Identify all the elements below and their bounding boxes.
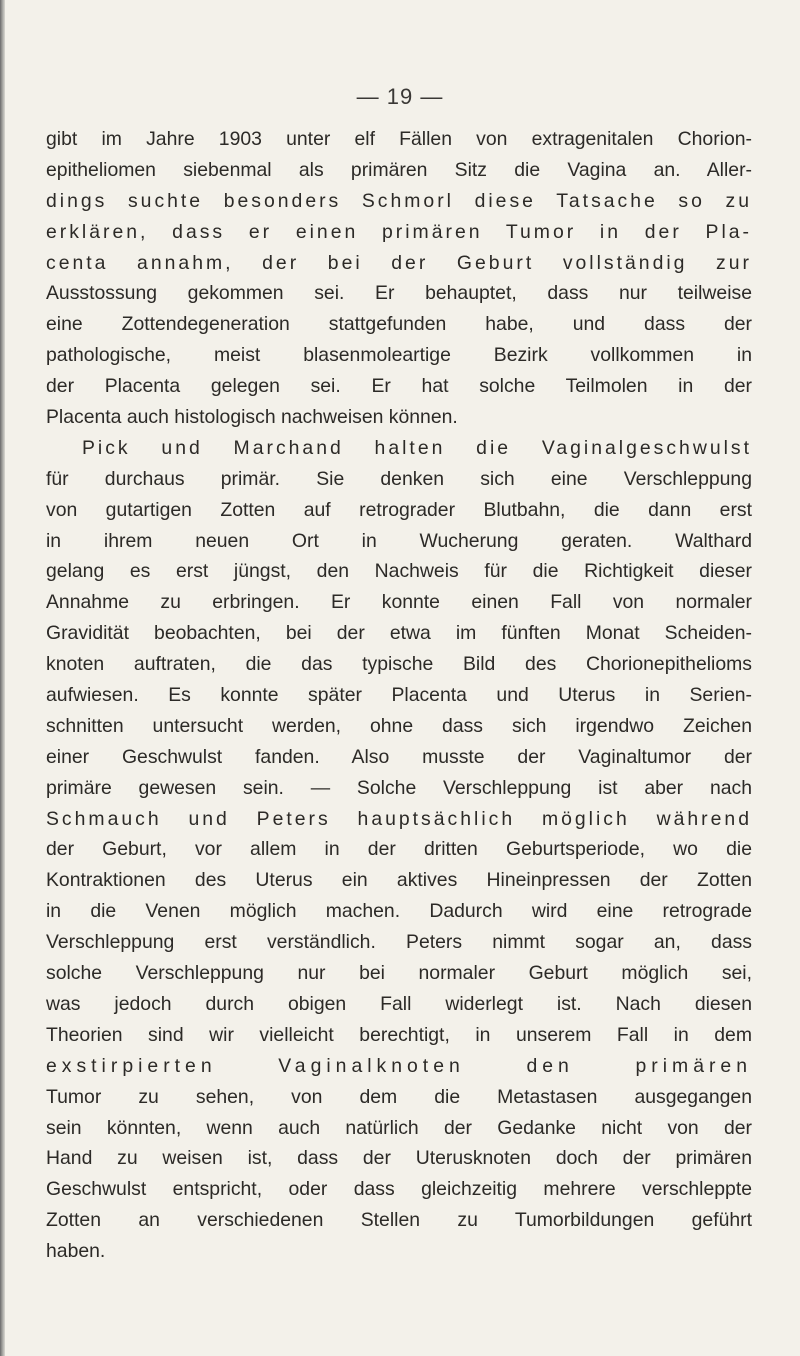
text-line-9: der Placenta gelegen sei. Er hat solche Teilmolen in der (46, 375, 752, 398)
text-line-2: epitheliomen siebenmal als primären Sitz die Vagina an. Aller- (46, 158, 752, 181)
text-line-21: einer Geschwulst fanden. Also musste der Vaginaltumor der (46, 745, 752, 768)
text-line-26: in die Venen möglich machen. Dadurch wird eine retrograde (46, 900, 752, 923)
page-number: — 19 — (356, 84, 444, 109)
text-line-34: Hand zu weisen ist, dass der Uterusknoten doch der primären (46, 1147, 752, 1170)
text-line-27: Verschleppung erst verständlich. Peters nimmt sogar an, dass (46, 931, 752, 954)
text-line-6: Ausstossung gekommen sei. Er behauptet, dass nur teilweise (46, 282, 752, 305)
text-line-11: Pick und Marchand halten die Vaginalgeschwulst (82, 436, 752, 459)
text-line-33: sein könnten, wenn auch natürlich der Gedanke nicht von der (46, 1116, 752, 1139)
text-line-12: für durchaus primär. Sie denken sich eine Verschleppung (46, 467, 752, 490)
text-line-5: centa annahm, der bei der Geburt vollständig zur (46, 251, 752, 274)
text-line-37: haben. (46, 1240, 106, 1263)
body-text (46, 124, 752, 1267)
text-line-1: gibt im Jahre 1903 unter elf Fällen von extragenitalen Chorion- (46, 128, 752, 150)
text-line-31: exstirpierten Vaginalknoten den primären (46, 1054, 752, 1077)
text-line-17: Gravidität beobachten, bei der etwa im fünften Monat Scheiden- (46, 622, 752, 645)
text-line-7: eine Zottendegeneration stattgefunden habe, und dass der (46, 313, 752, 336)
text-line-25: Kontraktionen des Uterus ein aktives Hineinpressen der Zotten (46, 869, 752, 892)
text-line-14: in ihrem neuen Ort in Wucherung geraten. Walthard (46, 529, 752, 552)
text-line-22: primäre gewesen sein. — Solche Verschleppung ist aber nach (46, 776, 752, 799)
text-line-24: der Geburt, vor allem in der dritten Geburtsperiode, wo die (46, 838, 752, 861)
text-line-10: Placenta auch histologisch nachweisen können. (46, 406, 458, 429)
text-line-36: Zotten an verschiedenen Stellen zu Tumorbildungen geführt (46, 1209, 752, 1232)
text-line-19: aufwiesen. Es konnte später Placenta und Uterus in Serien- (46, 684, 752, 707)
text-line-15: gelang es erst jüngst, den Nachweis für die Richtigkeit dieser (46, 560, 752, 583)
text-line-35: Geschwulst entspricht, oder dass gleichzeitig mehrere verschleppte (46, 1178, 752, 1201)
text-line-30: Theorien sind wir vielleicht berechtigt, in unserem Fall in dem (46, 1023, 752, 1046)
text-line-16: Annahme zu erbringen. Er konnte einen Fall von normaler (46, 591, 752, 614)
text-line-13: von gutartigen Zotten auf retrograder Blutbahn, die dann erst (46, 498, 752, 521)
text-line-4: erklären, dass er einen primären Tumor in der Pla- (46, 220, 752, 243)
text-line-23: Schmauch und Peters hauptsächlich möglich während (46, 807, 752, 830)
page-edge-shadow (0, 0, 5, 1356)
text-line-3: dings suchte besonders Schmorl diese Tatsache so zu (46, 189, 752, 212)
text-line-32: Tumor zu sehen, von dem die Metastasen ausgegangen (46, 1085, 752, 1108)
text-line-8: pathologische, meist blasenmoleartige Bezirk vollkommen in (46, 344, 752, 367)
text-line-28: solche Verschleppung nur bei normaler Geburt möglich sei, (46, 962, 752, 985)
text-line-29: was jedoch durch obigen Fall widerlegt ist. Nach diesen (46, 992, 752, 1015)
text-line-18: knoten auftraten, die das typische Bild des Chorionepithelioms (46, 653, 752, 676)
text-line-20: schnitten untersucht werden, ohne dass sich irgendwo Zeichen (46, 714, 752, 737)
